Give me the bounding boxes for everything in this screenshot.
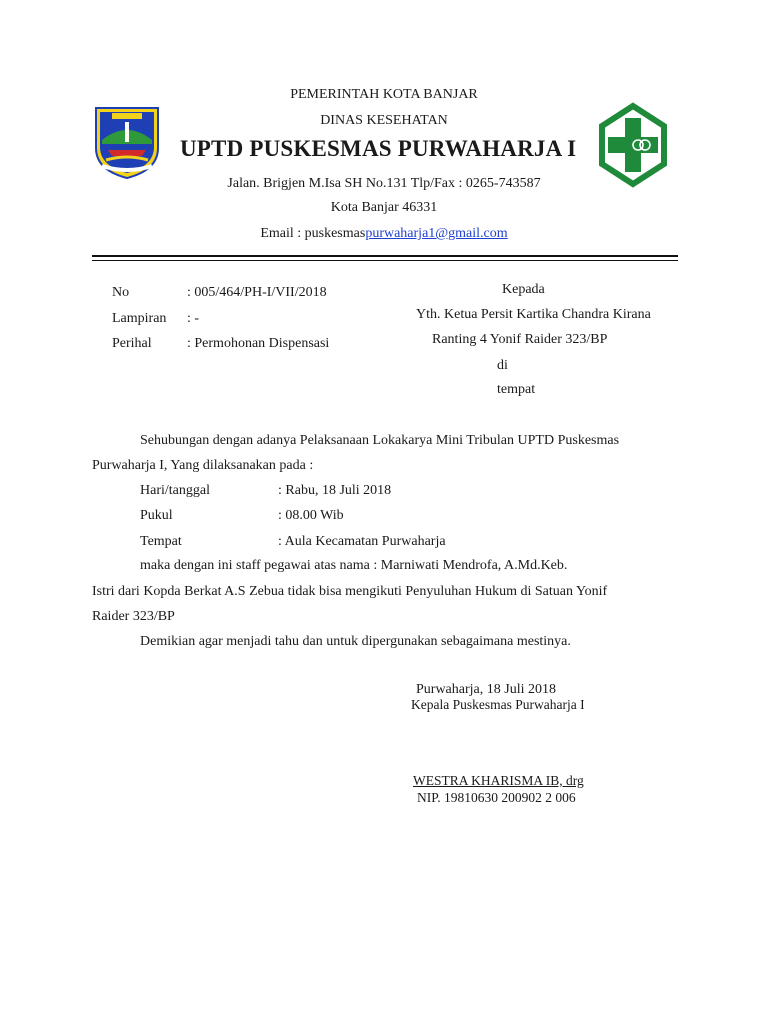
body-para2-line2: Istri dari Kopda Berkat A.S Zebua tidak bisa mengikuti Penyuluhan Hukum di Satuan Yonif — [92, 584, 608, 599]
detail-label: Pukul — [140, 508, 173, 523]
signature-place-date: Purwaharja, 18 Juli 2018 — [416, 682, 556, 697]
meta-no-value: : 005/464/PH-I/VII/2018 — [187, 285, 327, 300]
detail-label: Hari/tanggal — [140, 483, 210, 498]
recipient-di: di — [497, 358, 508, 373]
signature-position: Kepala Puskesmas Purwaharja I — [411, 697, 585, 712]
email-link[interactable]: purwaharja1@gmail.com — [365, 226, 508, 241]
signature-nip: NIP. 19810630 200902 2 006 — [417, 790, 576, 805]
body-closing: Demikian agar menjadi tahu dan untuk dipergunakan sebagaimana mestinya. — [140, 634, 571, 649]
header-department: DINAS KESEHATAN — [320, 113, 448, 128]
meta-perihal-value: : Permohonan Dispensasi — [187, 336, 330, 351]
email-prefix: Email : puskesmas — [260, 226, 366, 241]
header-city: Kota Banjar 46331 — [330, 200, 438, 215]
header-address: Jalan. Brigjen M.Isa SH No.131 Tlp/Fax : 0265-743587 — [227, 176, 541, 191]
header-email — [0, 226, 768, 242]
signature-name: WESTRA KHARISMA IB, drg — [413, 773, 584, 788]
body-para1-line2: Purwaharja I, Yang dilaksanakan pada : — [92, 458, 314, 473]
meta-lampiran-value: : - — [187, 311, 200, 326]
recipient-line1: Yth. Ketua Persit Kartika Chandra Kirana — [416, 307, 651, 322]
detail-value: : Rabu, 18 Juli 2018 — [278, 483, 392, 498]
body-para1-line1: Sehubungan dengan adanya Pelaksanaan Lokakarya Mini Tribulan UPTD Puskesmas — [140, 433, 620, 448]
detail-value: : 08.00 Wib — [278, 508, 344, 523]
detail-value: : Aula Kecamatan Purwaharja — [278, 534, 446, 549]
recipient-line2: Ranting 4 Yonif Raider 323/BP — [432, 332, 608, 347]
meta-perihal-label: Perihal — [112, 336, 152, 351]
meta-no-label: No — [112, 285, 130, 300]
recipient-tempat: tempat — [497, 382, 536, 397]
header-government: PEMERINTAH KOTA BANJAR — [290, 87, 478, 102]
recipient-kepada: Kepada — [502, 282, 545, 297]
header-rule-thick — [92, 255, 678, 257]
header-title: UPTD PUSKESMAS PURWAHARJA I — [180, 136, 577, 161]
body-para2-line1: maka dengan ini staff pegawai atas nama : Marniwati Mendrofa, A.Md.Keb. — [140, 558, 568, 573]
meta-lampiran-label: Lampiran — [112, 311, 167, 326]
header-rule-thin — [92, 260, 678, 261]
body-para2-line3: Raider 323/BP — [92, 609, 175, 624]
city-emblem-icon — [92, 100, 162, 180]
detail-label: Tempat — [140, 534, 182, 549]
